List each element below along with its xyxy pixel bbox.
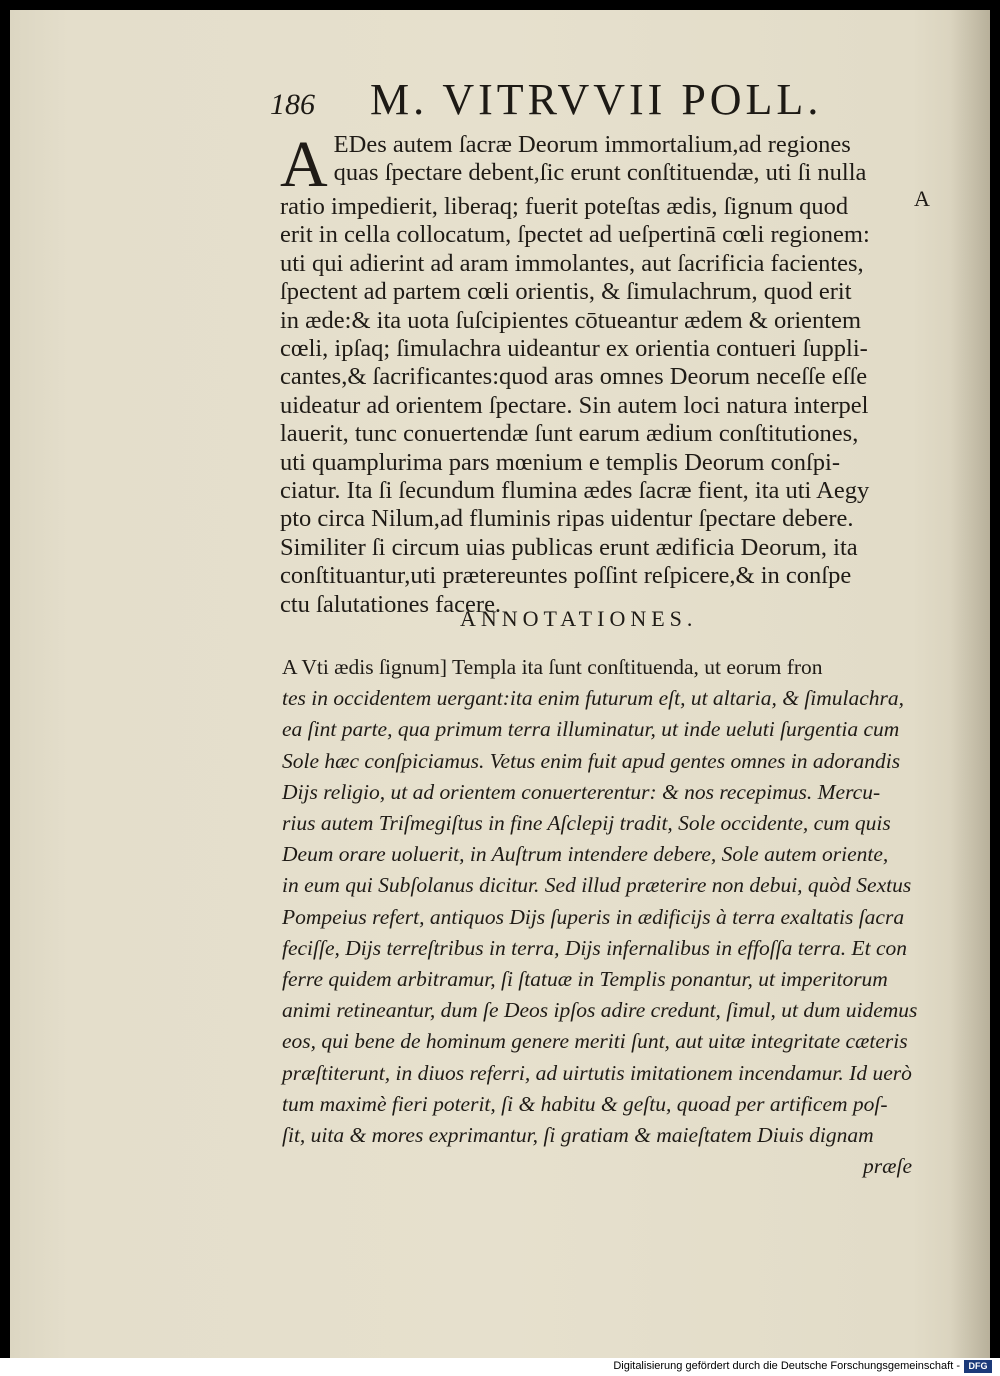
running-title: M. VITRVVII POLL. bbox=[370, 75, 823, 124]
text-line: lauerit, tunc conuertendæ ſunt earum ædium conſtitutiones, bbox=[280, 420, 859, 448]
page-header bbox=[270, 70, 910, 130]
annotation-line: ea ſint parte, qua primum terra illuminatur, ut inde ueluti ſurgentia cum bbox=[282, 717, 900, 742]
text-line: uti quamplurima pars mœnium e templis Deorum conſpi- bbox=[280, 448, 840, 476]
funding-credit: Digitalisierung gefördert durch die Deutsche Forschungsgemeinschaft - bbox=[613, 1360, 960, 1372]
text-line: pto circa Nilum,ad fluminis ripas uidentur ſpectare debere. bbox=[280, 505, 854, 533]
annotation-line: rius autem Triſmegiſtus in fine Aſclepij tradit, Sole occidente, cum quis bbox=[282, 811, 891, 836]
text-line: Similiter ſi circum uias publicas erunt ædificia Deorum, ita bbox=[280, 533, 858, 561]
text-line: in æde:& ita uota ſuſcipientes cōtueantur ædem & orientem bbox=[280, 306, 862, 334]
page-number: 186 bbox=[270, 88, 315, 121]
annotation-line: tes in occidentem uergant:ita enim futurum eſt, ut altaria, & ſimulachra, bbox=[282, 686, 905, 711]
annotation-line: animi retineantur, dum ſe Deos ipſos adire credunt, ſimul, ut dum uidemus bbox=[282, 998, 918, 1023]
annotation-line: Deum orare uoluerit, in Auſtrum intendere debere, Sole autem oriente, bbox=[282, 842, 889, 867]
main-text-block bbox=[280, 128, 910, 619]
margin-note-marker: A bbox=[914, 186, 930, 211]
text-line: conſtituantur,uti prætereuntes poſſint reſpicere,& in conſpe bbox=[280, 562, 852, 590]
annotation-line: Dijs religio, ut ad orientem conuerterentur: & nos recepimus. Mercu- bbox=[282, 779, 881, 804]
catchword: præſe bbox=[863, 1154, 912, 1179]
text-line: cœli, ipſaq; ſimulachra uideantur ex orientia contueri ſuppli- bbox=[280, 335, 868, 363]
annotation-line: ſit, uita & mores exprimantur, ſi gratiam & maieſtatem Diuis dignam bbox=[282, 1123, 874, 1148]
annotation-line: feciſſe, Dijs terreſtribus in terra, Dijs infernalibus in effoſſa terra. Et con bbox=[282, 935, 908, 960]
text-line: EDes autem ſacræ Deorum immortalium,ad regiones bbox=[333, 131, 851, 158]
annotation-line: ferre quidem arbitramur, ſi ſtatuæ in Templis ponantur, ut imperitorum bbox=[282, 967, 888, 992]
annotation-line: eos, qui bene de hominum genere meriti ſunt, aut uitæ integritate cæteris bbox=[282, 1029, 908, 1054]
dfg-logo: DFG bbox=[964, 1360, 992, 1373]
annotation-line: in eum qui Subſolanus dicitur. Sed illud præterire non debui, quòd Sextus bbox=[282, 873, 912, 898]
text-line: ciatur. Ita ſi ſecundum flumina ædes ſacræ fient, ita uti Aegy bbox=[280, 477, 870, 505]
annotation-line: A Vti ædis ſignum] Templa ita ſunt conſtituenda, ut eorum fron bbox=[282, 655, 823, 679]
text-line: quas ſpectare debent,ſic erunt conſtituendæ, uti ſi nulla bbox=[333, 159, 867, 187]
text-line: erit in cella collocatum, ſpectet ad ueſpertinā cœli regionem: bbox=[280, 221, 870, 249]
text-line: ſpectent ad partem cœli orientis, & ſimulachrum, quod erit bbox=[280, 278, 852, 306]
page-gutter-shadow bbox=[950, 10, 990, 1358]
annotations-heading: ANNOTATIONES. bbox=[460, 606, 698, 631]
annotation-line: Pompeius refert, antiquos Dijs ſuperis in ædificijs à terra exaltatis ſacra bbox=[282, 904, 905, 929]
text-line: uideatur ad orientem ſpectare. Sin autem loci natura interpel bbox=[280, 391, 869, 419]
drop-cap: A bbox=[280, 128, 328, 201]
book-page bbox=[10, 10, 990, 1358]
text-line: cantes,& ſacrificantes:quod aras omnes Deorum neceſſe eſſe bbox=[280, 363, 868, 391]
text-line: ratio impedierit, liberaq; fuerit poteſtas ædis, ſignum quod bbox=[280, 193, 849, 220]
footer-bar bbox=[0, 1358, 1000, 1376]
annotations-block bbox=[282, 652, 918, 1182]
text-line: ctu ſalutationes facere. bbox=[280, 590, 502, 618]
annotation-line: tum maximè fieri poterit, ſi & habitu & geſtu, quoad per artificem poſ- bbox=[282, 1091, 888, 1116]
annotation-line: Sole hæc conſpiciamus. Vetus enim fuit apud gentes omnes in adorandis bbox=[282, 748, 901, 773]
text-line: uti qui adierint ad aram immolantes, aut ſacrificia facientes, bbox=[280, 249, 864, 277]
annotation-line: præſtiterunt, in diuos referri, ad uirtutis imitationem incendamur. Id uerò bbox=[282, 1060, 912, 1085]
